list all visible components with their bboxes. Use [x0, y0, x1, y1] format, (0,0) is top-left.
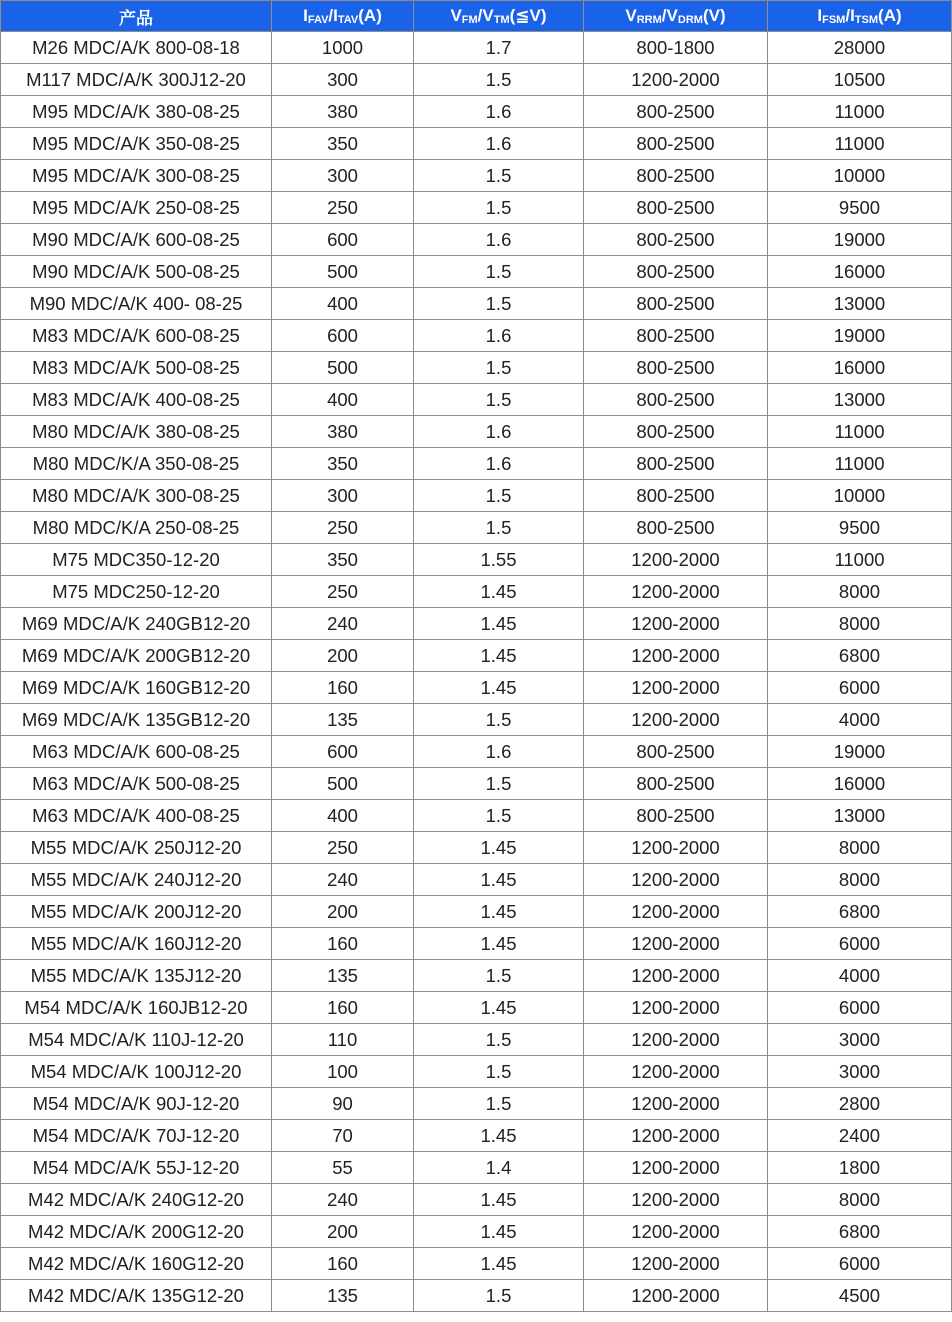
product-cell: M42 MDC/A/K 135G12-20	[1, 1280, 272, 1312]
product-cell: M90 MDC/A/K 600-08-25	[1, 224, 272, 256]
table-body	[1, 32, 952, 1312]
ifsm-cell: 13000	[768, 800, 952, 832]
vfm-cell: 1.45	[414, 576, 584, 608]
table-row	[1, 928, 952, 960]
ifsm-cell: 8000	[768, 864, 952, 896]
ifav-cell: 380	[272, 96, 414, 128]
vrrm-cell: 800-2500	[584, 768, 768, 800]
vfm-cell: 1.5	[414, 256, 584, 288]
vfm-cell: 1.55	[414, 544, 584, 576]
ifsm-cell: 11000	[768, 128, 952, 160]
table-row	[1, 992, 952, 1024]
vrrm-cell: 1200-2000	[584, 1120, 768, 1152]
vrrm-cell: 1200-2000	[584, 1152, 768, 1184]
ifav-cell: 380	[272, 416, 414, 448]
product-cell: M63 MDC/A/K 500-08-25	[1, 768, 272, 800]
table-row	[1, 1184, 952, 1216]
vfm-cell: 1.5	[414, 960, 584, 992]
ifav-cell: 160	[272, 672, 414, 704]
vrrm-cell: 1200-2000	[584, 1248, 768, 1280]
product-cell: M69 MDC/A/K 200GB12-20	[1, 640, 272, 672]
ifsm-cell: 6800	[768, 640, 952, 672]
vrrm-cell: 1200-2000	[584, 1088, 768, 1120]
ifsm-cell: 8000	[768, 576, 952, 608]
product-cell: M117 MDC/A/K 300J12-20	[1, 64, 272, 96]
ifsm-cell: 16000	[768, 352, 952, 384]
ifsm-cell: 6000	[768, 928, 952, 960]
ifsm-cell: 16000	[768, 256, 952, 288]
vrrm-cell: 1200-2000	[584, 576, 768, 608]
vfm-cell: 1.5	[414, 288, 584, 320]
product-cell: M63 MDC/A/K 400-08-25	[1, 800, 272, 832]
vrrm-cell: 1200-2000	[584, 672, 768, 704]
table-row	[1, 64, 952, 96]
vrrm-cell: 1200-2000	[584, 640, 768, 672]
table-row	[1, 384, 952, 416]
product-cell: M75 MDC350-12-20	[1, 544, 272, 576]
vfm-cell: 1.5	[414, 384, 584, 416]
ifav-cell: 250	[272, 512, 414, 544]
vfm-cell: 1.45	[414, 1216, 584, 1248]
product-cell: M63 MDC/A/K 600-08-25	[1, 736, 272, 768]
ifav-cell: 250	[272, 192, 414, 224]
product-cell: M26 MDC/A/K 800-08-18	[1, 32, 272, 64]
product-cell: M55 MDC/A/K 250J12-20	[1, 832, 272, 864]
vrrm-cell: 800-2500	[584, 448, 768, 480]
ifav-cell: 90	[272, 1088, 414, 1120]
product-cell: M54 MDC/A/K 160JB12-20	[1, 992, 272, 1024]
vrrm-cell: 800-2500	[584, 480, 768, 512]
table-row	[1, 160, 952, 192]
ifav-cell: 70	[272, 1120, 414, 1152]
ifav-cell: 350	[272, 128, 414, 160]
vrrm-cell: 1200-2000	[584, 1280, 768, 1312]
vfm-cell: 1.45	[414, 832, 584, 864]
ifsm-cell: 9500	[768, 512, 952, 544]
vfm-cell: 1.5	[414, 512, 584, 544]
table-row	[1, 1248, 952, 1280]
ifsm-cell: 19000	[768, 320, 952, 352]
ifsm-cell: 2400	[768, 1120, 952, 1152]
vfm-cell: 1.45	[414, 672, 584, 704]
vrrm-cell: 800-2500	[584, 736, 768, 768]
vfm-cell: 1.7	[414, 32, 584, 64]
table-row	[1, 800, 952, 832]
vrrm-cell: 1200-2000	[584, 1056, 768, 1088]
table-row	[1, 736, 952, 768]
table-row	[1, 768, 952, 800]
table-row	[1, 1056, 952, 1088]
table-row	[1, 608, 952, 640]
ifsm-cell: 4000	[768, 704, 952, 736]
vrrm-cell: 800-2500	[584, 320, 768, 352]
vfm-cell: 1.5	[414, 768, 584, 800]
ifsm-cell: 19000	[768, 224, 952, 256]
ifsm-cell: 6800	[768, 1216, 952, 1248]
table-row	[1, 832, 952, 864]
ifsm-cell: 3000	[768, 1056, 952, 1088]
vfm-cell: 1.6	[414, 320, 584, 352]
product-cell: M54 MDC/A/K 110J-12-20	[1, 1024, 272, 1056]
ifav-cell: 240	[272, 864, 414, 896]
table-row	[1, 512, 952, 544]
product-cell: M95 MDC/A/K 380-08-25	[1, 96, 272, 128]
ifav-cell: 135	[272, 960, 414, 992]
vfm-cell: 1.5	[414, 192, 584, 224]
ifsm-cell: 19000	[768, 736, 952, 768]
product-cell: M55 MDC/A/K 135J12-20	[1, 960, 272, 992]
ifav-cell: 240	[272, 608, 414, 640]
ifav-cell: 200	[272, 640, 414, 672]
vrrm-cell: 800-2500	[584, 352, 768, 384]
vrrm-cell: 1200-2000	[584, 992, 768, 1024]
ifsm-cell: 10500	[768, 64, 952, 96]
vfm-cell: 1.45	[414, 640, 584, 672]
vrrm-cell: 800-2500	[584, 224, 768, 256]
product-cell: M69 MDC/A/K 160GB12-20	[1, 672, 272, 704]
ifav-cell: 400	[272, 384, 414, 416]
ifav-cell: 500	[272, 256, 414, 288]
ifsm-cell: 11000	[768, 544, 952, 576]
vfm-cell: 1.5	[414, 1056, 584, 1088]
vrrm-cell: 800-2500	[584, 256, 768, 288]
product-cell: M55 MDC/A/K 200J12-20	[1, 896, 272, 928]
ifsm-cell: 11000	[768, 96, 952, 128]
ifsm-cell: 6800	[768, 896, 952, 928]
vrrm-cell: 1200-2000	[584, 1216, 768, 1248]
table-row	[1, 352, 952, 384]
ifav-cell: 300	[272, 480, 414, 512]
ifsm-cell: 9500	[768, 192, 952, 224]
vrrm-cell: 1200-2000	[584, 960, 768, 992]
ifav-cell: 55	[272, 1152, 414, 1184]
product-cell: M83 MDC/A/K 500-08-25	[1, 352, 272, 384]
ifsm-cell: 10000	[768, 480, 952, 512]
product-cell: M90 MDC/A/K 400- 08-25	[1, 288, 272, 320]
ifsm-cell: 6000	[768, 992, 952, 1024]
ifsm-cell: 8000	[768, 832, 952, 864]
product-cell: M75 MDC250-12-20	[1, 576, 272, 608]
table-row	[1, 672, 952, 704]
ifav-cell: 240	[272, 1184, 414, 1216]
vfm-cell: 1.45	[414, 864, 584, 896]
vfm-cell: 1.5	[414, 1088, 584, 1120]
table-row	[1, 1216, 952, 1248]
vrrm-cell: 800-2500	[584, 128, 768, 160]
table-row	[1, 1088, 952, 1120]
vfm-cell: 1.6	[414, 224, 584, 256]
vfm-cell: 1.45	[414, 1120, 584, 1152]
vfm-cell: 1.6	[414, 448, 584, 480]
table-row	[1, 544, 952, 576]
table-row	[1, 896, 952, 928]
header-ifsm-itsm: $I_{FSM}/I_{TSM}(A)$	[768, 1, 952, 32]
ifav-cell: 200	[272, 896, 414, 928]
vfm-cell: 1.5	[414, 160, 584, 192]
product-cell: M54 MDC/A/K 90J-12-20	[1, 1088, 272, 1120]
vrrm-cell: 800-2500	[584, 512, 768, 544]
ifsm-cell: 8000	[768, 1184, 952, 1216]
table-row	[1, 960, 952, 992]
ifav-cell: 160	[272, 1248, 414, 1280]
product-cell: M80 MDC/A/K 380-08-25	[1, 416, 272, 448]
vfm-cell: 1.5	[414, 1024, 584, 1056]
ifsm-cell: 11000	[768, 448, 952, 480]
ifav-cell: 600	[272, 320, 414, 352]
product-cell: M95 MDC/A/K 250-08-25	[1, 192, 272, 224]
ifav-cell: 160	[272, 992, 414, 1024]
table-row	[1, 128, 952, 160]
product-cell: M80 MDC/K/A 350-08-25	[1, 448, 272, 480]
table-row	[1, 1280, 952, 1312]
vfm-cell: 1.5	[414, 1280, 584, 1312]
header-vfm-vtm: $V_{FM}/V_{TM}(≦V)$	[414, 1, 584, 32]
ifsm-cell: 3000	[768, 1024, 952, 1056]
ifav-cell: 500	[272, 352, 414, 384]
vfm-cell: 1.6	[414, 128, 584, 160]
ifav-cell: 350	[272, 448, 414, 480]
ifav-cell: 110	[272, 1024, 414, 1056]
product-cell: M54 MDC/A/K 100J12-20	[1, 1056, 272, 1088]
vrrm-cell: 800-2500	[584, 800, 768, 832]
vrrm-cell: 1200-2000	[584, 896, 768, 928]
header-vrrm-vdrm: $V_{RRM}/V_{DRM}(V)$	[584, 1, 768, 32]
product-cell: M42 MDC/A/K 240G12-20	[1, 1184, 272, 1216]
product-cell: M80 MDC/A/K 300-08-25	[1, 480, 272, 512]
ifav-cell: 300	[272, 160, 414, 192]
ifsm-cell: 8000	[768, 608, 952, 640]
ifav-cell: 135	[272, 704, 414, 736]
vrrm-cell: 800-2500	[584, 288, 768, 320]
product-cell: M95 MDC/A/K 350-08-25	[1, 128, 272, 160]
ifsm-cell: 6000	[768, 672, 952, 704]
product-cell: M55 MDC/A/K 240J12-20	[1, 864, 272, 896]
vrrm-cell: 1200-2000	[584, 704, 768, 736]
ifsm-cell: 13000	[768, 384, 952, 416]
product-cell: M69 MDC/A/K 135GB12-20	[1, 704, 272, 736]
table-row	[1, 864, 952, 896]
vfm-cell: 1.6	[414, 736, 584, 768]
vfm-cell: 1.45	[414, 608, 584, 640]
vfm-cell: 1.45	[414, 1184, 584, 1216]
ifsm-cell: 11000	[768, 416, 952, 448]
product-cell: M80 MDC/K/A 250-08-25	[1, 512, 272, 544]
ifsm-cell: 16000	[768, 768, 952, 800]
ifsm-cell: 2800	[768, 1088, 952, 1120]
vfm-cell: 1.4	[414, 1152, 584, 1184]
table-row	[1, 480, 952, 512]
ifav-cell: 600	[272, 224, 414, 256]
vrrm-cell: 1200-2000	[584, 64, 768, 96]
ifav-cell: 1000	[272, 32, 414, 64]
product-cell: M83 MDC/A/K 600-08-25	[1, 320, 272, 352]
vrrm-cell: 800-2500	[584, 160, 768, 192]
vrrm-cell: 1200-2000	[584, 864, 768, 896]
vfm-cell: 1.6	[414, 416, 584, 448]
ifav-cell: 400	[272, 800, 414, 832]
vrrm-cell: 1200-2000	[584, 832, 768, 864]
table-row	[1, 224, 952, 256]
table-row	[1, 256, 952, 288]
ifav-cell: 350	[272, 544, 414, 576]
vrrm-cell: 1200-2000	[584, 1024, 768, 1056]
vrrm-cell: 1200-2000	[584, 928, 768, 960]
product-cell: M42 MDC/A/K 200G12-20	[1, 1216, 272, 1248]
vfm-cell: 1.6	[414, 96, 584, 128]
ifsm-cell: 6000	[768, 1248, 952, 1280]
product-cell: M55 MDC/A/K 160J12-20	[1, 928, 272, 960]
vrrm-cell: 1200-2000	[584, 544, 768, 576]
ifsm-cell: 10000	[768, 160, 952, 192]
ifav-cell: 600	[272, 736, 414, 768]
vrrm-cell: 1200-2000	[584, 608, 768, 640]
vrrm-cell: 800-2500	[584, 192, 768, 224]
ifsm-cell: 28000	[768, 32, 952, 64]
table-row	[1, 576, 952, 608]
ifav-cell: 250	[272, 576, 414, 608]
vfm-cell: 1.5	[414, 352, 584, 384]
product-cell: M54 MDC/A/K 55J-12-20	[1, 1152, 272, 1184]
header-row	[1, 1, 952, 32]
ifav-cell: 160	[272, 928, 414, 960]
vrrm-cell: 800-1800	[584, 32, 768, 64]
ifav-cell: 135	[272, 1280, 414, 1312]
vfm-cell: 1.45	[414, 896, 584, 928]
table-row	[1, 288, 952, 320]
table-row	[1, 416, 952, 448]
table-row	[1, 704, 952, 736]
vfm-cell: 1.45	[414, 928, 584, 960]
vfm-cell: 1.45	[414, 1248, 584, 1280]
ifav-cell: 400	[272, 288, 414, 320]
table-row	[1, 96, 952, 128]
ifsm-cell: 4500	[768, 1280, 952, 1312]
product-cell: M95 MDC/A/K 300-08-25	[1, 160, 272, 192]
table-row	[1, 32, 952, 64]
vfm-cell: 1.5	[414, 704, 584, 736]
vfm-cell: 1.5	[414, 800, 584, 832]
vfm-cell: 1.5	[414, 480, 584, 512]
header-product: 产品	[1, 1, 272, 32]
table-row	[1, 640, 952, 672]
ifav-cell: 100	[272, 1056, 414, 1088]
table-row	[1, 448, 952, 480]
vrrm-cell: 800-2500	[584, 384, 768, 416]
product-cell: M83 MDC/A/K 400-08-25	[1, 384, 272, 416]
table-row	[1, 192, 952, 224]
table-row	[1, 1152, 952, 1184]
vfm-cell: 1.45	[414, 992, 584, 1024]
ifsm-cell: 13000	[768, 288, 952, 320]
table-row	[1, 1024, 952, 1056]
ifav-cell: 250	[272, 832, 414, 864]
ifsm-cell: 4000	[768, 960, 952, 992]
ifav-cell: 500	[272, 768, 414, 800]
ifav-cell: 200	[272, 1216, 414, 1248]
table-row	[1, 1120, 952, 1152]
vrrm-cell: 1200-2000	[584, 1184, 768, 1216]
product-cell: M54 MDC/A/K 70J-12-20	[1, 1120, 272, 1152]
ifsm-cell: 1800	[768, 1152, 952, 1184]
ifav-cell: 300	[272, 64, 414, 96]
vrrm-cell: 800-2500	[584, 96, 768, 128]
vfm-cell: 1.5	[414, 64, 584, 96]
vrrm-cell: 800-2500	[584, 416, 768, 448]
product-cell: M42 MDC/A/K 160G12-20	[1, 1248, 272, 1280]
product-cell: M90 MDC/A/K 500-08-25	[1, 256, 272, 288]
header-ifav-itav: $I_{FAV}/I_{TAV}(A)$	[272, 1, 414, 32]
product-cell: M69 MDC/A/K 240GB12-20	[1, 608, 272, 640]
table-row	[1, 320, 952, 352]
